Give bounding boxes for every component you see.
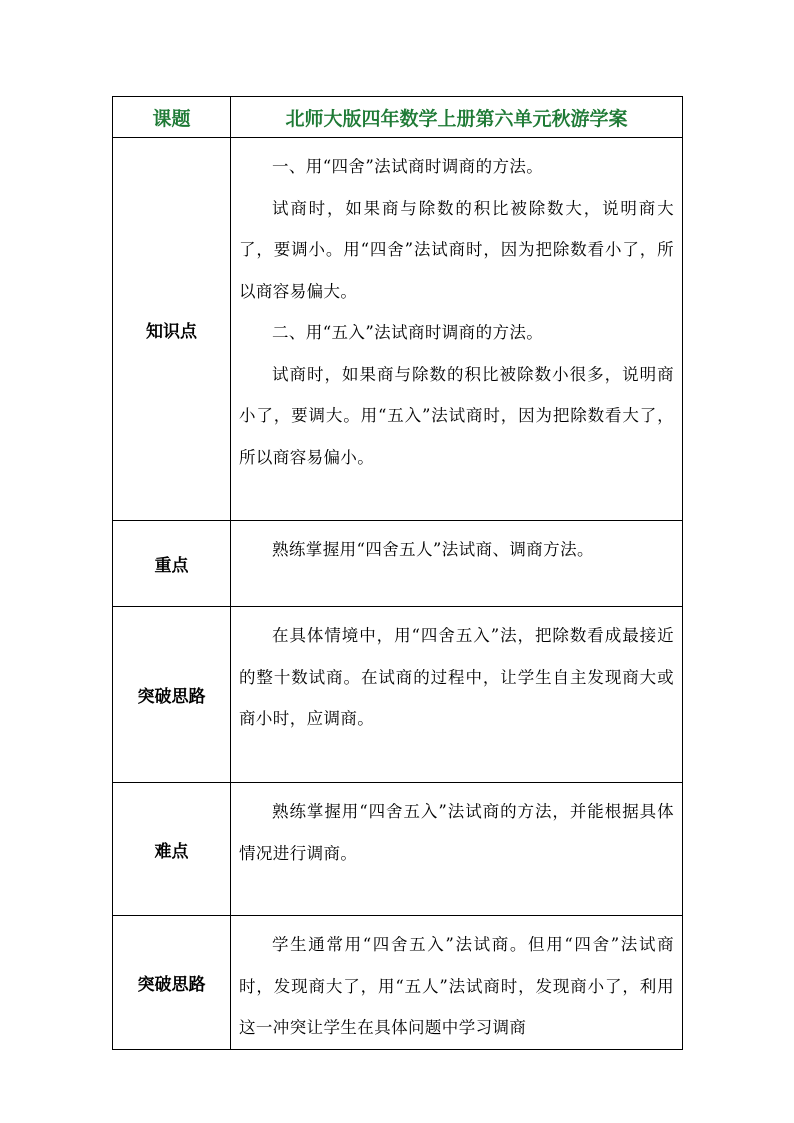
- paragraph: 试商时，如果商与除数的积比被除数小很多，说明商小了，要调大。用“五入”法试商时，因为把除数看大了，所以商容易偏小。: [239, 364, 674, 467]
- row-content-knowledge-points: [231, 138, 683, 521]
- row-content-key-point: [231, 521, 683, 607]
- header-row: [113, 97, 683, 138]
- paragraph: 在具体情境中，用“四舍五入”法，把除数看成最接近的整十数试商。在试商的过程中，让学生自主发现商大或商小时，应调商。: [239, 626, 674, 728]
- table-row-key-point: [113, 521, 683, 607]
- row-label-key-point: 重点: [113, 521, 231, 607]
- row-content-difficulty: [231, 783, 683, 916]
- paragraph: 学生通常用“四舍五入”法试商。但用“四舍”法试商时，发现商大了，用“五人”法试商时，发现商小了，利用这一冲突让学生在具体问题中学习调商: [239, 935, 674, 1037]
- paragraph: 熟练掌握用“四舍五人”法试商、调商方法。: [272, 540, 594, 559]
- paragraph: 熟练掌握用“四舍五入”法试商的方法，并能根据具体情况进行调商。: [239, 802, 674, 863]
- table-row-breakthrough-approach-2: [113, 916, 683, 1050]
- row-content-breakthrough-approach-2: [231, 916, 683, 1050]
- paragraph: 一、用“四舍”法试商时调商的方法。: [272, 157, 544, 176]
- table-row-knowledge-points: [113, 138, 683, 521]
- row-label-breakthrough-approach-2: 突破思路: [113, 916, 231, 1050]
- table-row-difficulty: [113, 783, 683, 916]
- row-label-breakthrough-approach: 突破思路: [113, 607, 231, 783]
- row-label-knowledge-points: 知识点: [113, 138, 231, 521]
- row-label-difficulty: 难点: [113, 783, 231, 916]
- lesson-title: 北师大版四年数学上册第六单元秋游学案: [231, 97, 683, 138]
- paragraph: 试商时，如果商与除数的积比被除数大，说明商大了，要调小。用“四舍”法试商时，因为把除数看小了，所以商容易偏大。: [239, 198, 674, 301]
- row-content-breakthrough-approach: [231, 607, 683, 783]
- paragraph: 二、用“五入”法试商时调商的方法。: [272, 323, 544, 342]
- header-label-cell: 课题: [113, 97, 231, 138]
- table-row-breakthrough-approach: [113, 607, 683, 783]
- lesson-plan-table: [112, 96, 683, 1050]
